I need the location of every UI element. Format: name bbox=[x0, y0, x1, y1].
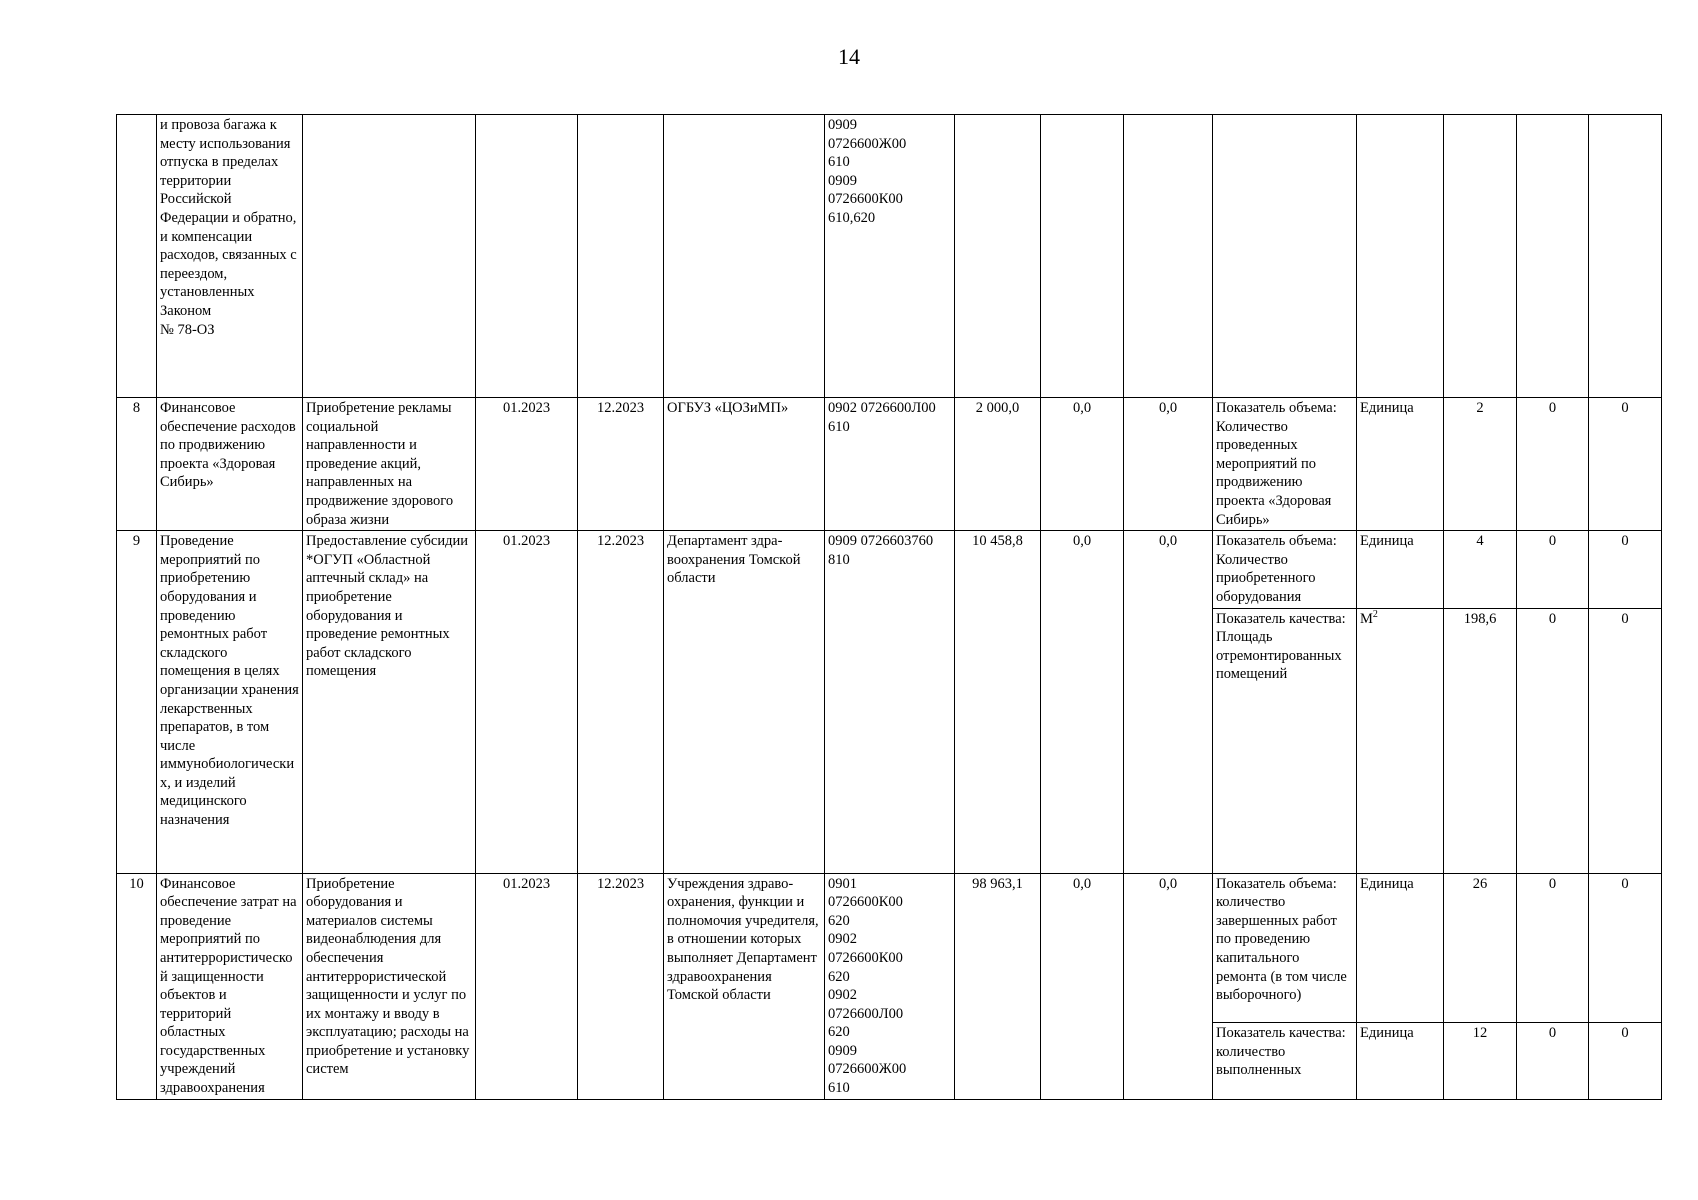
table-row bbox=[117, 398, 1662, 531]
row-number-cell: 8 bbox=[117, 398, 157, 531]
indicator-name-cell bbox=[1213, 115, 1357, 398]
value-2-cell: 0 bbox=[1517, 531, 1589, 608]
value-1-cell: 2 bbox=[1444, 398, 1517, 531]
funding-2-cell: 0,0 bbox=[1124, 398, 1213, 531]
value-3-cell: 0 bbox=[1589, 398, 1662, 531]
value-3-cell bbox=[1589, 115, 1662, 398]
unit-superscript: 2 bbox=[1372, 608, 1378, 620]
activity-cell: Приобретение рекламы социальной направленности и проведение акций, направленных на продвижение здорового образа жизни bbox=[303, 398, 476, 531]
value-2-cell bbox=[1517, 115, 1589, 398]
value-1-cell: 26 bbox=[1444, 873, 1517, 1023]
activity-cell: Приобретение оборудования и материалов системы видеонаблюдения для обеспечения антитеррористической защищенности и услуг по их монтажу и вводу в эксплуатацию; расходы на приобретение и установку систем bbox=[303, 873, 476, 1099]
funding-2-cell: 0,0 bbox=[1124, 531, 1213, 873]
unit-label: М bbox=[1360, 610, 1373, 627]
indicator-name-cell: Показатель объема: Количество приобретенного оборудования bbox=[1213, 531, 1357, 608]
value-2-cell: 0 bbox=[1517, 1023, 1589, 1099]
value-2-cell: 0 bbox=[1517, 873, 1589, 1023]
executor-cell: Учреждения здраво-охранения, функции и полномочия учредителя, в отношении которых выполняет Департамент здравоохранения Томской области bbox=[664, 873, 825, 1099]
executor-cell: Департамент здра-воохранения Томской области bbox=[664, 531, 825, 873]
unit-cell: Единица bbox=[1357, 531, 1444, 608]
funding-1-cell: 0,0 bbox=[1041, 531, 1124, 873]
total-cell: 98 963,1 bbox=[955, 873, 1041, 1099]
value-1-cell: 4 bbox=[1444, 531, 1517, 608]
value-3-cell: 0 bbox=[1589, 608, 1662, 873]
funding-1-cell bbox=[1041, 115, 1124, 398]
table-row bbox=[117, 873, 1662, 1023]
row-number-cell bbox=[117, 115, 157, 398]
event-name-cell: Финансовое обеспечение расходов по продвижению проекта «Здоровая Сибирь» bbox=[157, 398, 303, 531]
budget-code-cell: 0902 0726600Л00 610 bbox=[825, 398, 955, 531]
value-1-cell: 198,6 bbox=[1444, 608, 1517, 873]
value-1-cell bbox=[1444, 115, 1517, 398]
funding-1-cell: 0,0 bbox=[1041, 873, 1124, 1099]
executor-cell: ОГБУЗ «ЦОЗиМП» bbox=[664, 398, 825, 531]
total-cell: 2 000,0 bbox=[955, 398, 1041, 531]
end-date-cell: 12.2023 bbox=[578, 398, 664, 531]
value-1-cell: 12 bbox=[1444, 1023, 1517, 1099]
end-date-cell: 12.2023 bbox=[578, 531, 664, 873]
value-3-cell: 0 bbox=[1589, 873, 1662, 1023]
total-cell: 10 458,8 bbox=[955, 531, 1041, 873]
indicator-name-cell: Показатель качества: Площадь отремонтированных помещений bbox=[1213, 608, 1357, 873]
activity-cell: Предоставление субсидии *ОГУП «Областной аптечный склад» на приобретение оборудования и проведение ремонтных работ складского помещения bbox=[303, 531, 476, 873]
value-3-cell: 0 bbox=[1589, 531, 1662, 608]
indicator-name-cell: Показатель объема: количество завершенных работ по проведению капитального ремонта (в том числе выборочного) bbox=[1213, 873, 1357, 1023]
row-number-cell: 9 bbox=[117, 531, 157, 873]
value-3-cell: 0 bbox=[1589, 1023, 1662, 1099]
start-date-cell: 01.2023 bbox=[476, 873, 578, 1099]
funding-2-cell bbox=[1124, 115, 1213, 398]
unit-cell bbox=[1357, 608, 1444, 873]
unit-cell bbox=[1357, 115, 1444, 398]
start-date-cell bbox=[476, 115, 578, 398]
page-number: 14 bbox=[838, 44, 860, 69]
unit-cell: Единица bbox=[1357, 1023, 1444, 1099]
funding-2-cell: 0,0 bbox=[1124, 873, 1213, 1099]
value-2-cell: 0 bbox=[1517, 398, 1589, 531]
activity-cell bbox=[303, 115, 476, 398]
table-row bbox=[117, 115, 1662, 398]
unit-cell: Единица bbox=[1357, 873, 1444, 1023]
event-name-cell: и провоза багажа к месту использования отпуска в пределах территории Российской Федерации и обратно, и компенсации расходов, связанных с переездом, установленных Законом № 78-ОЗ bbox=[157, 115, 303, 398]
budget-code-cell: 0909 0726600Ж00 610 0909 0726600К00 610,620 bbox=[825, 115, 955, 398]
total-cell bbox=[955, 115, 1041, 398]
funding-1-cell: 0,0 bbox=[1041, 398, 1124, 531]
start-date-cell: 01.2023 bbox=[476, 398, 578, 531]
budget-code-cell: 0909 0726603760 810 bbox=[825, 531, 955, 873]
end-date-cell: 12.2023 bbox=[578, 873, 664, 1099]
end-date-cell bbox=[578, 115, 664, 398]
unit-cell: Единица bbox=[1357, 398, 1444, 531]
event-name-cell: Финансовое обеспечение затрат на проведение мероприятий по антитеррористической защищенности объектов и территорий областных государственных учреждений здравоохранения bbox=[157, 873, 303, 1099]
executor-cell bbox=[664, 115, 825, 398]
program-table bbox=[116, 114, 1662, 1100]
start-date-cell: 01.2023 bbox=[476, 531, 578, 873]
budget-code-cell: 0901 0726600К00 620 0902 0726600К00 620 0902 0726600Л00 620 0909 0726600Ж00 610 bbox=[825, 873, 955, 1099]
value-2-cell: 0 bbox=[1517, 608, 1589, 873]
table-row bbox=[117, 531, 1662, 608]
indicator-name-cell: Показатель качества: количество выполненных bbox=[1213, 1023, 1357, 1099]
row-number-cell: 10 bbox=[117, 873, 157, 1099]
event-name-cell: Проведение мероприятий по приобретению оборудования и проведению ремонтных работ складского помещения в целях организации хранения лекарственных препаратов, в том числе иммунобиологических, и изделий медицинского назначения bbox=[157, 531, 303, 873]
indicator-name-cell: Показатель объема: Количество проведенных мероприятий по продвижению проекта «Здоровая Сибирь» bbox=[1213, 398, 1357, 531]
